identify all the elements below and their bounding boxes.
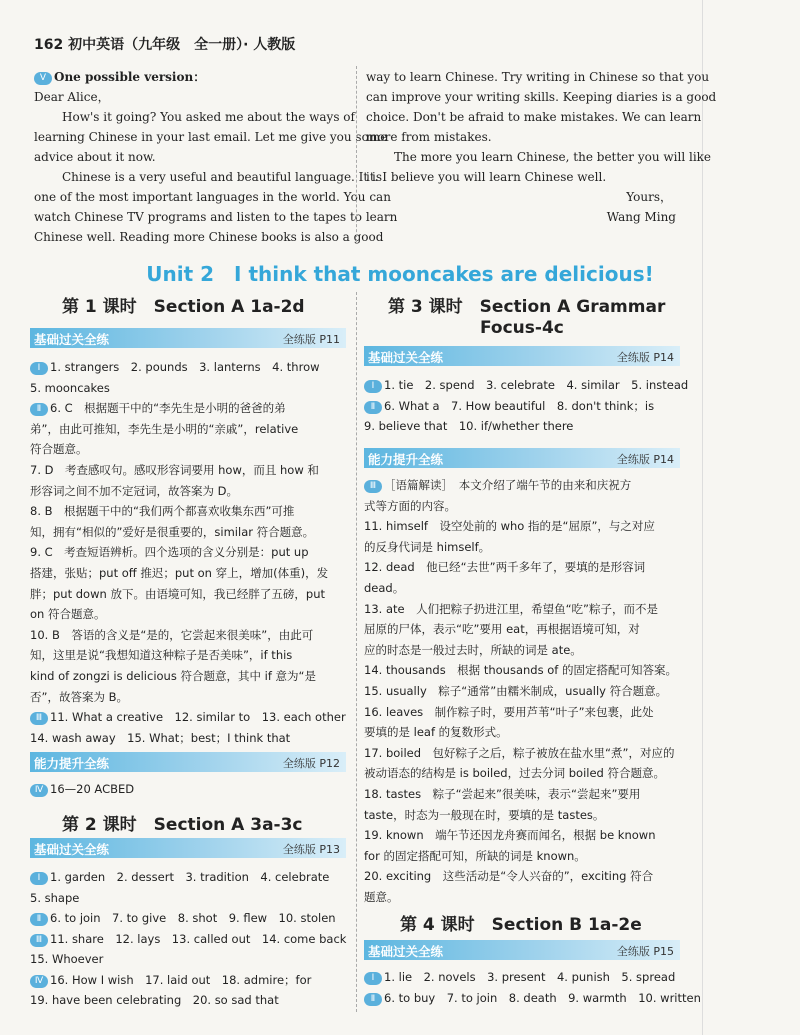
answer-text: 16—20 ACBED — [50, 782, 135, 796]
letter-line: more from mistakes. — [366, 130, 492, 144]
answer-text: 8. B 根据题干中的“我们两个都喜欢收集东西”可推 — [30, 504, 295, 519]
section-marker: Ⅳ — [30, 784, 48, 797]
answer-text: ［语篇解读］ 本文介绍了端午节的由来和庆祝方 — [384, 478, 632, 492]
letter-line: Yours， — [626, 190, 672, 204]
answer-text: 11. himself 设空处前的 who 指的是“屈原”，与之对应 — [364, 519, 655, 534]
answer-line — [30, 870, 329, 885]
answer-line — [30, 710, 346, 725]
answer-text: 7. D 考查感叹句。感叹形容词要用 how，而且 how 和 — [30, 463, 319, 477]
letter-line: Wang Ming — [606, 210, 676, 224]
section-bar: 基础过关全练 全练版 P13 — [30, 838, 346, 858]
answer-line — [30, 973, 311, 988]
answer-line — [30, 566, 328, 580]
answer-line — [364, 705, 654, 719]
answer-text: 符合题意。 — [30, 442, 88, 457]
answer-line — [364, 725, 508, 739]
section-marker: Ⅱ — [364, 993, 382, 1006]
lesson-3-title-cont: Focus-4c — [480, 318, 564, 338]
answer-text: 1. garden 2. dessert 3. tradition 4. celebrate — [50, 870, 330, 884]
section-bar: 基础过关全练 全练版 P14 — [364, 346, 680, 366]
answer-text: 10. B 答语的含义是“是的，它尝起来很美味”，由此可 — [30, 627, 314, 642]
section-bar: 基础过关全练 全练版 P11 — [30, 328, 346, 348]
section-marker: Ⅱ — [30, 913, 48, 926]
answer-line — [364, 746, 674, 760]
answer-line — [364, 643, 582, 657]
answer-text: 1. strangers 2. pounds 3. lanterns 4. throw — [50, 360, 320, 374]
letter-line: advice about it now. — [34, 150, 156, 164]
answer-line — [364, 869, 653, 883]
answer-line — [364, 970, 675, 985]
section-marker: Ⅳ — [30, 975, 48, 988]
answer-text: 1. lie 2. novels 3. present 4. punish 5. spread — [384, 970, 676, 984]
answer-line — [364, 602, 658, 616]
letter-line: one of the most important languages in the world. You can — [34, 190, 391, 204]
letter-line: The more you learn Chinese, the better you will like — [394, 150, 712, 164]
answer-line — [30, 648, 292, 662]
answer-line — [30, 484, 238, 498]
answer-text: 19. have been celebrating 20. so sad that — [30, 993, 279, 1007]
answer-line — [364, 499, 456, 513]
letter-line: can improve your writing skills. Keeping diaries is a good — [366, 90, 717, 104]
answer-line — [30, 545, 309, 559]
answer-text: 搭建，张贴；put off 推迟；put on 穿上，增加(体重)，发 — [30, 566, 329, 580]
section-marker: Ⅰ — [30, 362, 48, 375]
answer-line — [364, 663, 677, 677]
answer-text: kind of zongzi is delicious 符合题意，其中 if 意为“是 — [30, 669, 316, 683]
answer-text: dead。 — [364, 581, 405, 595]
column-divider-main — [356, 292, 357, 1012]
answer-line — [364, 828, 656, 842]
section-bar: 基础过关全练 全练版 P15 — [364, 940, 680, 960]
answer-line — [364, 540, 490, 554]
letter-line: way to learn Chinese. Try writing in Chinese so that you — [366, 70, 710, 84]
answer-line — [30, 422, 298, 436]
answer-text: 9. C 考查短语辨析。四个选项的含义分别是：put up — [30, 545, 309, 560]
answer-text: 13. ate 人们把粽子扔进江里，希望鱼“吃”粽子，而不是 — [364, 601, 658, 616]
letter-line: Chinese well. Reading more Chinese books is also a good — [34, 230, 384, 244]
section-marker: Ⅰ — [364, 972, 382, 985]
answer-line — [364, 581, 404, 595]
answer-line — [364, 808, 604, 822]
answer-line — [30, 607, 105, 621]
answer-text: 12. dead 他已经“去世”两千多年了，要填的是形容词 — [364, 560, 646, 575]
answer-text: taste，时态为一般现在时，要填的是 tastes。 — [364, 807, 605, 822]
answer-text: 15. Whoever — [30, 952, 104, 966]
answer-line — [30, 891, 79, 905]
section-marker: Ⅰ — [30, 872, 48, 885]
answer-line — [364, 684, 667, 698]
answer-line — [30, 525, 314, 539]
answer-line — [364, 399, 654, 414]
section-marker: Ⅲ — [364, 480, 382, 493]
answer-line — [364, 378, 688, 393]
letter-line: it. I believe you will learn Chinese well. — [366, 170, 607, 184]
section-bar: 能力提升全练 全练版 P12 — [30, 752, 346, 772]
answer-text: 式等方面的内容。 — [364, 498, 456, 513]
answer-text: 16. leaves 制作粽子时，要用芦苇“叶子”来包裹，此处 — [364, 704, 654, 719]
answer-text: 11. share 12. lays 13. called out 14. come back — [50, 931, 347, 946]
answer-line — [364, 890, 399, 904]
section-marker: Ⅱ — [364, 401, 382, 414]
answer-text: 知，拥有“相似的”爱好是很重要的，similar 符合题意。 — [30, 524, 315, 539]
answer-line — [364, 419, 573, 433]
answer-text: 6. to buy 7. to join 8. death 9. warmth 10. written — [384, 991, 701, 1005]
answer-text: 知，这里是说“我想知道这种粽子是否美味”，if this — [30, 648, 293, 663]
lesson-1-title: 第 1 课时 Section A 1a-2d — [62, 297, 305, 317]
answer-line — [364, 560, 645, 574]
answer-text: 被动语态的结构是 is boiled，过去分词 boiled 符合题意。 — [364, 766, 666, 781]
answer-text: 18. tastes 粽子“尝起来”很美味，表示“尝起来”要用 — [364, 787, 641, 801]
letter-line: How's it going? You asked me about the ways of — [62, 110, 355, 124]
answer-line — [364, 766, 665, 780]
answer-text: 6. What a 7. How beautiful 8. don't think；is — [384, 398, 655, 413]
section-bar: 能力提升全练 全练版 P14 — [364, 448, 680, 468]
answer-text: 应的时态是一般过去时，所缺的词是 ate。 — [364, 642, 582, 657]
answer-text: 14. thousands 根据 thousands of 的固定搭配可知答案。 — [364, 663, 677, 678]
answer-text: 要填的是 leaf 的复数形式。 — [364, 725, 508, 740]
section-marker: Ⅱ — [30, 403, 48, 416]
letter-heading: Ⅴ One possible version： — [34, 70, 205, 85]
answer-line — [30, 932, 346, 947]
answer-text: 形容词之间不加不定冠词，故答案为 D。 — [30, 483, 239, 498]
answer-line — [30, 381, 110, 395]
answer-text: 9. believe that 10. if/whether there — [364, 419, 574, 433]
letter-line: Dear Alice， — [34, 90, 110, 104]
answer-line — [30, 628, 313, 642]
answer-line — [364, 849, 586, 863]
answer-line — [30, 952, 103, 966]
answer-text: 1. tie 2. spend 3. celebrate 4. similar 5. instead — [384, 378, 689, 392]
answer-line — [30, 669, 316, 683]
lesson-3-title: 第 3 课时 Section A Grammar — [388, 297, 666, 317]
letter-line: Chinese is a very useful and beautiful language. It is — [62, 170, 383, 184]
section-marker: Ⅰ — [364, 380, 382, 393]
answer-line — [30, 993, 279, 1007]
answer-line — [30, 504, 294, 518]
answer-text: 17. boiled 包好粽子之后，粽子被放在盐水里“煮”，对应的 — [364, 745, 675, 760]
answer-text: 15. usually 粽子“通常”由糯米制成，usually 符合题意。 — [364, 684, 668, 698]
answer-text: 19. known 端午节还因龙舟赛而闻名，根据 be known — [364, 828, 656, 843]
answer-text: 弟”，由此可推知，李先生是小明的“亲戚”，relative — [30, 421, 299, 436]
answer-line — [30, 442, 88, 456]
answer-line — [364, 622, 640, 636]
answer-line — [30, 782, 134, 797]
letter-line: watch Chinese TV programs and listen to the tapes to learn — [34, 210, 398, 224]
answer-text: 题意。 — [364, 890, 399, 904]
page-header: 162 初中英语（九年级 全一册）· 人教版 — [34, 37, 296, 53]
answer-text: 胖；put down 放下。由语境可知，我已经胖了五磅，put — [30, 586, 326, 601]
answer-line — [30, 463, 319, 477]
section-marker: Ⅲ — [30, 712, 48, 725]
answer-text: 6. to join 7. to give 8. shot 9. flew 10. stolen — [50, 911, 336, 925]
letter-line: learning Chinese in your last email. Let me give you some — [34, 130, 388, 144]
section-marker: Ⅲ — [30, 934, 48, 947]
answer-line — [364, 519, 655, 533]
answer-line — [30, 360, 320, 375]
answer-line — [30, 731, 290, 745]
answer-line — [30, 401, 286, 416]
answer-text: 屈原的尸体，表示“吃”要用 eat，再根据语境可知，对 — [364, 622, 640, 637]
lesson-4-title: 第 4 课时 Section B 1a-2e — [400, 915, 642, 935]
answer-text: for 的固定搭配可知，所缺的词是 known。 — [364, 848, 586, 863]
answer-text: 16. How I wish 17. laid out 18. admire；for — [50, 972, 312, 987]
answer-line — [364, 991, 701, 1006]
answer-text: on 符合题意。 — [30, 607, 106, 622]
letter-line: choice. Don't be afraid to make mistakes. We can learn — [366, 110, 702, 124]
answer-text: 14. wash away 15. What；best；I think that — [30, 730, 291, 745]
answer-text: 11. What a creative 12. similar to 13. each other — [50, 710, 346, 725]
answer-line — [30, 911, 336, 926]
column-divider — [356, 66, 357, 242]
answer-text: 5. shape — [30, 890, 80, 905]
answer-line — [364, 787, 640, 801]
answer-text: 的反身代词是 himself。 — [364, 539, 491, 554]
lesson-2-title: 第 2 课时 Section A 3a-3c — [62, 815, 303, 835]
answer-text: 否”，故答案为 B。 — [30, 689, 129, 704]
section-marker: Ⅴ — [34, 72, 52, 85]
unit-title: Unit 2 I think that mooncakes are delicious! — [146, 262, 654, 286]
answer-text: 20. exciting 这些活动是“令人兴奋的”，exciting 符合 — [364, 869, 654, 884]
answer-line — [30, 587, 325, 601]
answer-text: 5. mooncakes — [30, 380, 110, 395]
answer-text: 6. C 根据题干中的“李先生是小明的爸爸的弟 — [50, 401, 286, 416]
answer-line — [30, 690, 128, 704]
answer-line — [364, 478, 631, 493]
